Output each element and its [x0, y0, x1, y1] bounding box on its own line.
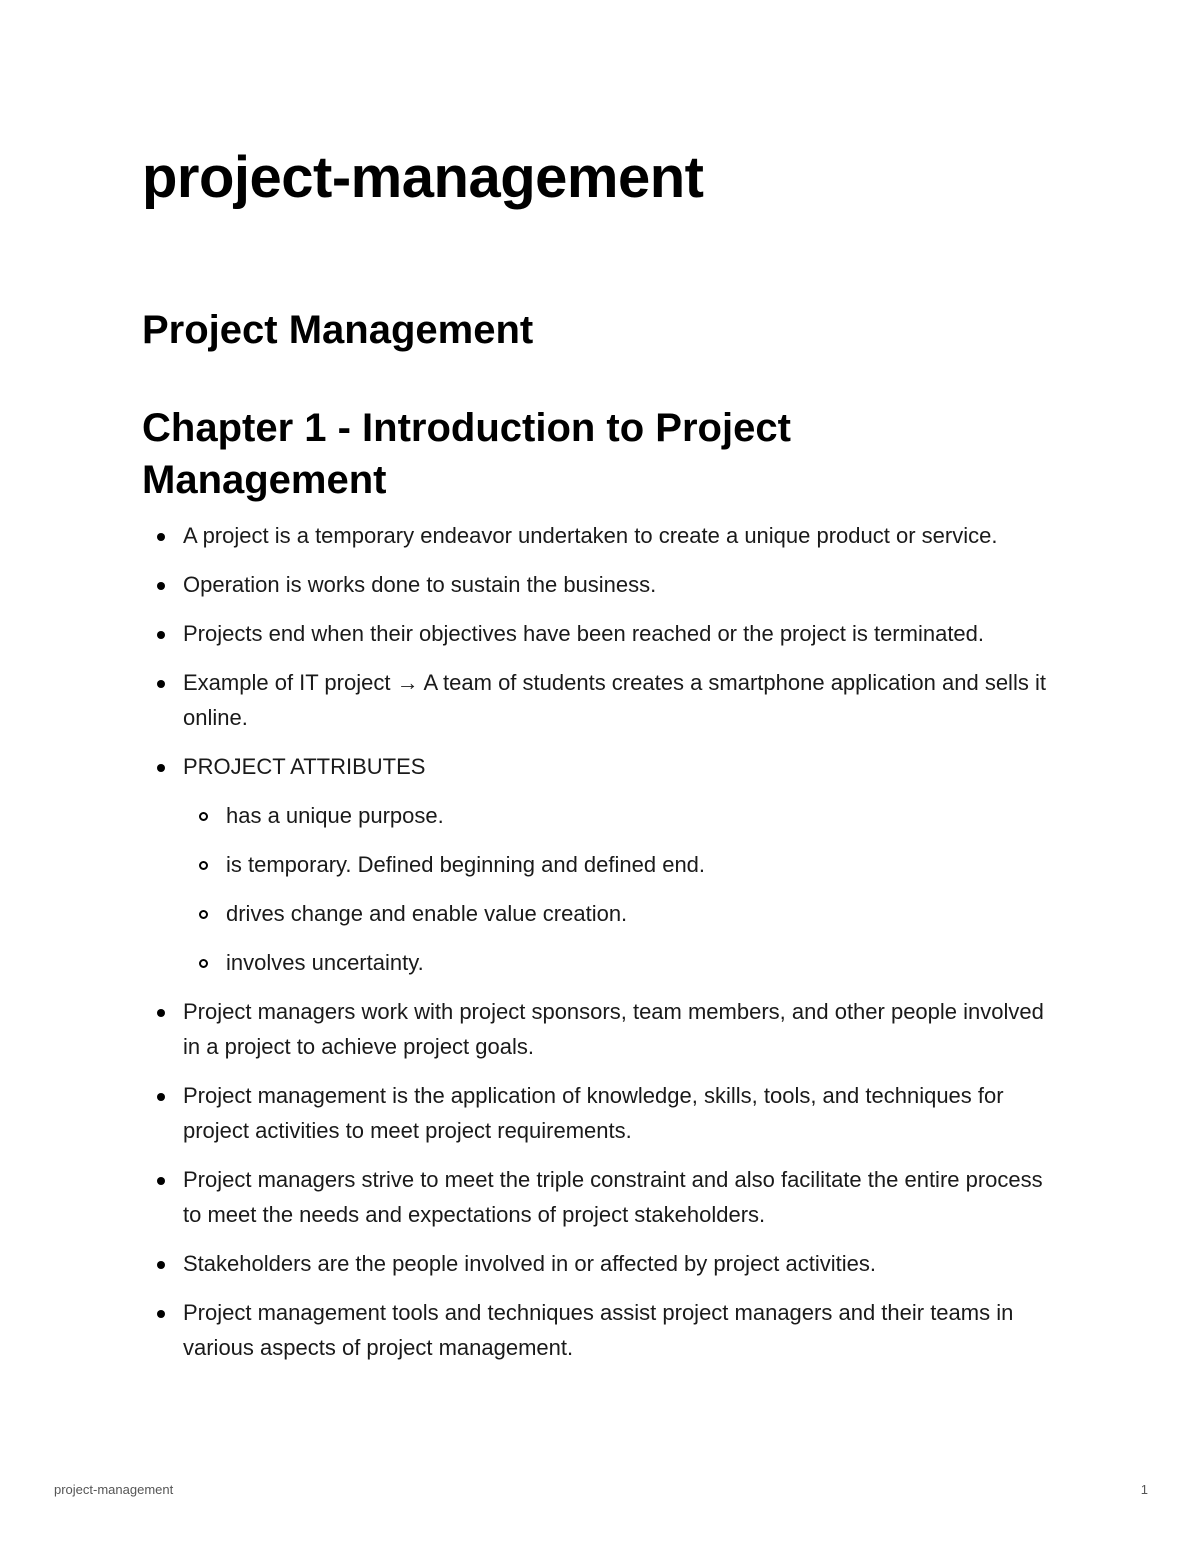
bullet-list: [142, 518, 1062, 1379]
section-heading: Project Management: [142, 308, 534, 352]
sub-list-item: has a unique purpose.: [142, 798, 1062, 833]
list-item: Operation is works done to sustain the business.: [142, 567, 1062, 602]
sub-list-item: drives change and enable value creation.: [142, 896, 1062, 931]
list-item: Projects end when their objectives have been reached or the project is terminated.: [142, 616, 1062, 651]
list-item: PROJECT ATTRIBUTES: [142, 749, 1062, 784]
list-item: Project management is the application of knowledge, skills, tools, and techniques for project activities to meet project requirements.: [142, 1078, 1062, 1148]
list-item: Example of IT project → A team of students creates a smartphone application and sells it online.: [142, 665, 1062, 735]
chapter-heading: Chapter 1 - Introduction to Project Management: [142, 406, 791, 502]
list-item: Project managers work with project sponsors, team members, and other people involved in a project to achieve project goals.: [142, 994, 1062, 1064]
sub-list-item: involves uncertainty.: [142, 945, 1062, 980]
list-item: Project managers strive to meet the triple constraint and also facilitate the entire process to meet the needs and expectations of project stakeholders.: [142, 1162, 1062, 1232]
list-item: Stakeholders are the people involved in or affected by project activities.: [142, 1246, 1062, 1281]
sub-list-item: is temporary. Defined beginning and defined end.: [142, 847, 1062, 882]
document-title: project-management: [142, 145, 704, 210]
footer-page-number: 1: [1140, 1482, 1148, 1497]
list-item: A project is a temporary endeavor undertaken to create a unique product or service.: [142, 518, 1062, 553]
footer-document-name: project-management: [54, 1482, 174, 1497]
list-item: Project management tools and techniques assist project managers and their teams in various aspects of project management.: [142, 1295, 1062, 1365]
